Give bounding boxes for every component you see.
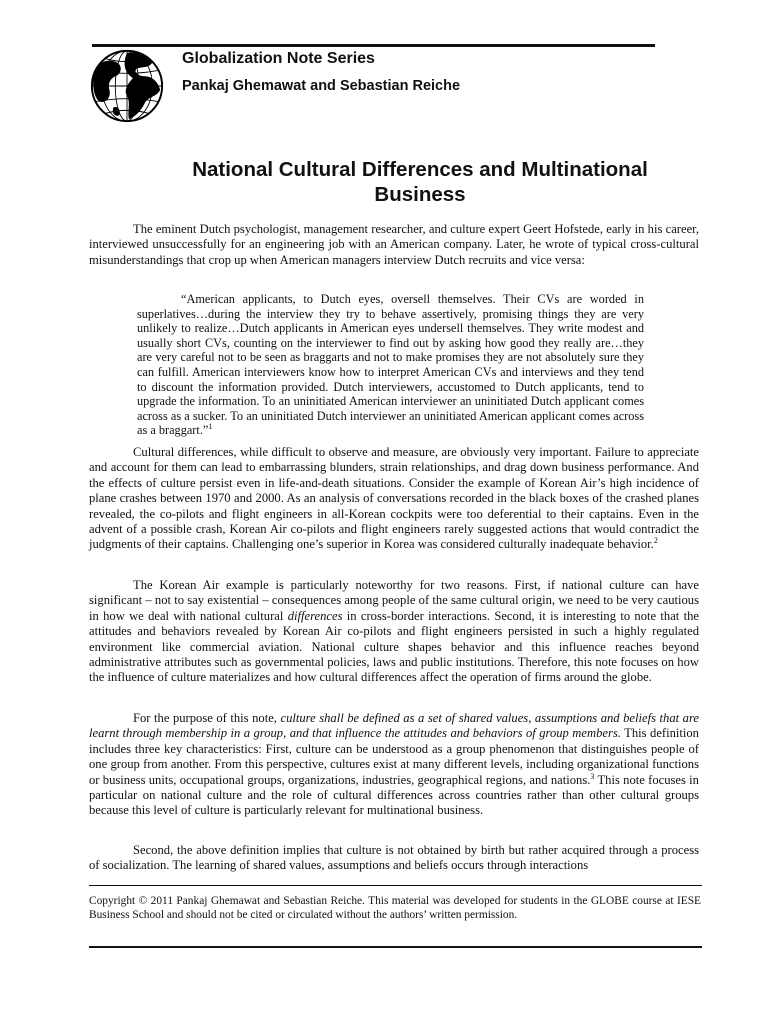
series-title: Globalization Note Series	[182, 50, 375, 67]
paragraph-text-c: This note focuses in particular on national culture and the role of cultural differences across countries rather than other cultural groups because this level of culture is particularly relevant for multinational business.	[89, 772, 699, 818]
paragraph-cultural-differences	[89, 445, 699, 553]
paragraph-text-b: in cross-border interactions. Second, it is interesting to note that the attitudes and behaviors revealed by Korean Air co-pilots and flight engineers persisted in such a highly regulated environment like commercial aviation. National culture shapes behavior and this influence reaches beyond administrative attributes such as governmental policies, laws and public institutions. Therefore, this note focuses on how the influence of culture materializes and how cultural differences affect the operation of firms around the globe.	[89, 608, 699, 685]
title-line-2: Business	[374, 183, 466, 206]
footnote-ref-1: 1	[208, 422, 213, 432]
footer-rule-top	[89, 885, 702, 886]
globe-logo-icon	[88, 47, 166, 125]
paragraph-intro: The eminent Dutch psychologist, management researcher, and culture expert Geert Hofstede, early in his career, interviewed unsuccessfully for an engineering job with an American company. Later, he wrote of typical cross-cultural misunderstandings that crop up when American managers interview Dutch recruits and vice versa:	[89, 222, 699, 267]
document-title	[120, 157, 720, 207]
title-line-1: National Cultural Differences and Multinational	[192, 158, 648, 181]
paragraph-culture-definition	[89, 711, 699, 819]
footer-rule-bottom	[89, 946, 702, 948]
paragraph-text-b: This definition includes three key characteristics: First, culture can be understood as a group phenomenon that distinguishes people of one group from another. From this perspective, cultures exist at many different levels, including organizational functions or business units, occupational groups, organizations, industries, geographical regions, and nations.	[89, 726, 699, 787]
definition-italic: culture shall be defined as a set of shared values, assumptions and beliefs that are learnt through membership in a group, and that influence the attitudes and behaviors of group members.	[89, 711, 699, 741]
paragraph-text-a: The Korean Air example is particularly noteworthy for two reasons. First, if national culture can have significant – not to say existential – consequences among people of the same cultural origin, we need to be very cautious in how we deal with national cultural	[89, 578, 699, 623]
paragraph-text-a: For the purpose of this note,	[133, 711, 281, 725]
block-quote	[137, 292, 644, 438]
paragraph-socialization: Second, the above definition implies that culture is not obtained by birth but rather acquired through a process of socialization. The learning of shared values, assumptions and beliefs occurs through interactions	[89, 843, 699, 873]
paragraph-italic: differences	[287, 608, 343, 623]
quote-text: “American applicants, to Dutch eyes, oversell themselves. Their CVs are worded in superlatives…during the interview they try to behave assertively, promising things they are very unlikely to realize…Dutch applicants in American eyes undersell themselves. They write modest and usually short CVs, counting on the interviewer to find out by asking how good they really are…they are very careful not to be seen as braggarts and not to make promises they are not absolutely sure they can fulfill. American interviewers know how to interpret American CVs and interviews and they tend to discount the information provided. Dutch interviewers, accustomed to Dutch applicants, tend to upgrade the information. To an uninitiated American interviewer an uninitiated Dutch applicant comes across as a sucker. To an uninitiated Dutch interviewer an uninitiated American applicant comes across as a braggart.”	[137, 292, 644, 438]
footnote-ref-3: 3	[590, 771, 595, 781]
footnote-ref-2: 2	[653, 536, 658, 546]
header-rule	[92, 44, 655, 47]
paragraph-text: Cultural differences, while difficult to observe and measure, are obviously very important. Failure to appreciate and account for them can lead to embarrassing blunders, strain relationships, and drag down business performance. And the effects of culture persist even in life-and-death situations. Consider the example of Korean Air’s high incidence of plane crashes between 1970 and 2000. As an analysis of conversations recorded in the black boxes of the crashed planes revealed, the co-pilots and flight engineers in all-Korean cockpits were too deferential to their captains. Even in the advent of a possible crash, Korean Air co-pilots and flight engineers rarely suggested actions that would contradict the judgments of their captains. Challenging one’s superior in Korea was considered culturally inadequate behavior.	[89, 445, 699, 552]
authors-line: Pankaj Ghemawat and Sebastian Reiche	[182, 78, 461, 94]
copyright-notice: Copyright © 2011 Pankaj Ghemawat and Sebastian Reiche. This material was developed for students in the GLOBE course at IESE Business School and should not be cited or circulated without the authors’ written permission.	[89, 895, 701, 922]
paragraph-korean-air	[89, 578, 699, 686]
